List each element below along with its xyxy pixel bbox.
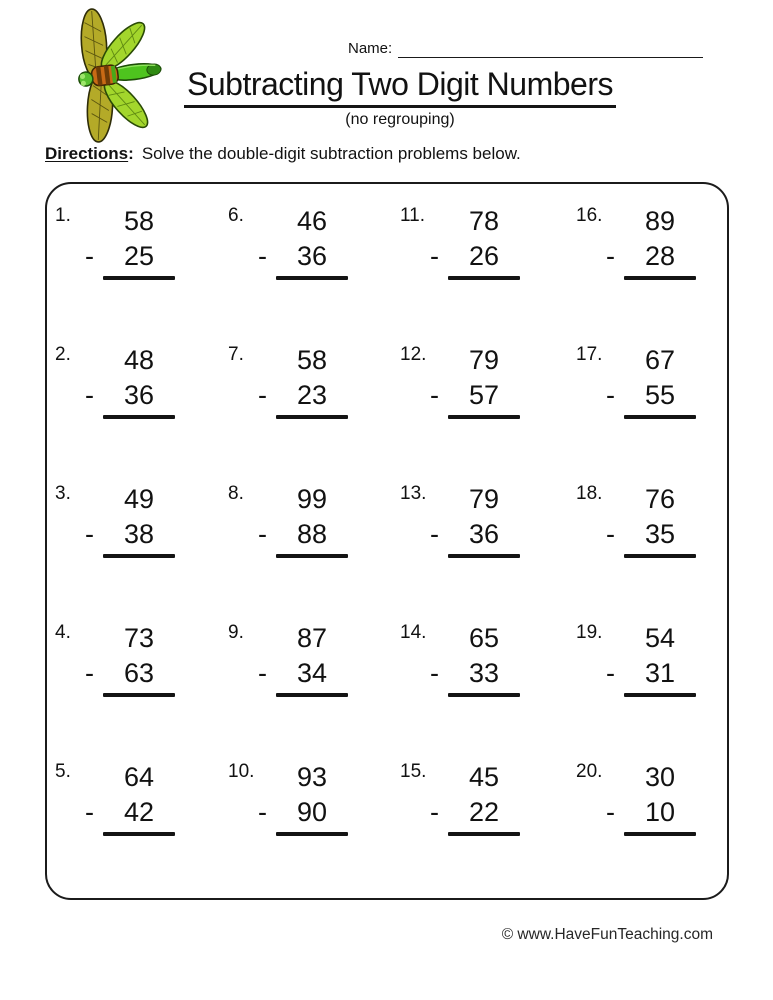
subtrahend: 34 xyxy=(296,658,328,688)
subtrahend: 31 xyxy=(644,658,676,688)
subtrahend: 90 xyxy=(296,797,328,827)
minuend: 73 xyxy=(123,623,155,653)
problem-19 xyxy=(576,621,727,760)
answer-line xyxy=(103,832,175,836)
problem-number: 6. xyxy=(228,205,244,226)
minus-sign: - xyxy=(258,658,267,688)
minuend: 87 xyxy=(296,623,328,653)
minus-sign: - xyxy=(258,519,267,549)
minus-sign: - xyxy=(606,797,615,827)
minuend: 45 xyxy=(468,762,500,792)
problem-number: 13. xyxy=(400,483,427,504)
minus-sign: - xyxy=(430,797,439,827)
minuend: 99 xyxy=(296,484,328,514)
problem-number: 9. xyxy=(228,622,244,643)
answer-line xyxy=(448,693,520,697)
minuend: 65 xyxy=(468,623,500,653)
problem-14 xyxy=(400,621,576,760)
minus-sign: - xyxy=(430,380,439,410)
directions-label: Directions xyxy=(45,144,129,163)
minuend: 78 xyxy=(468,206,500,236)
problem-12 xyxy=(400,343,576,482)
problem-11 xyxy=(400,204,576,343)
subtrahend: 35 xyxy=(644,519,676,549)
answer-line xyxy=(624,832,696,836)
answer-line xyxy=(276,693,348,697)
minuend: 58 xyxy=(296,345,328,375)
answer-line xyxy=(276,832,348,836)
subtrahend: 23 xyxy=(296,380,328,410)
problem-number: 15. xyxy=(400,761,427,782)
page-subtitle: (no regrouping) xyxy=(345,111,455,128)
problem-16 xyxy=(576,204,727,343)
problem-number: 17. xyxy=(576,344,603,365)
subtrahend: 26 xyxy=(468,241,500,271)
answer-line xyxy=(276,554,348,558)
minus-sign: - xyxy=(430,241,439,271)
minuend: 64 xyxy=(123,762,155,792)
problem-5 xyxy=(55,760,228,899)
problem-number: 18. xyxy=(576,483,603,504)
problem-7 xyxy=(228,343,400,482)
subtrahend: 63 xyxy=(123,658,155,688)
problem-number: 14. xyxy=(400,622,427,643)
minuend: 58 xyxy=(123,206,155,236)
problem-18 xyxy=(576,482,727,621)
answer-line xyxy=(276,276,348,280)
minus-sign: - xyxy=(258,797,267,827)
subtrahend: 25 xyxy=(123,241,155,271)
minus-sign: - xyxy=(85,380,94,410)
problem-number: 2. xyxy=(55,344,71,365)
minuend: 79 xyxy=(468,484,500,514)
subtrahend: 38 xyxy=(123,519,155,549)
minus-sign: - xyxy=(85,797,94,827)
problem-number: 4. xyxy=(55,622,71,643)
problems-grid xyxy=(47,184,727,899)
minus-sign: - xyxy=(606,380,615,410)
problem-9 xyxy=(228,621,400,760)
directions-text: Solve the double-digit subtraction problems below. xyxy=(141,144,521,163)
problem-3 xyxy=(55,482,228,621)
problem-number: 11. xyxy=(400,205,426,226)
problem-15 xyxy=(400,760,576,899)
answer-line xyxy=(103,554,175,558)
minus-sign: - xyxy=(85,241,94,271)
minus-sign: - xyxy=(258,380,267,410)
answer-line xyxy=(103,693,175,697)
problem-number: 7. xyxy=(228,344,244,365)
minus-sign: - xyxy=(430,519,439,549)
minuend: 76 xyxy=(644,484,676,514)
minuend: 54 xyxy=(644,623,676,653)
minuend: 49 xyxy=(123,484,155,514)
subtrahend: 42 xyxy=(123,797,155,827)
subtrahend: 55 xyxy=(644,380,676,410)
minus-sign: - xyxy=(606,519,615,549)
problem-6 xyxy=(228,204,400,343)
minuend: 67 xyxy=(644,345,676,375)
subtrahend: 28 xyxy=(644,241,676,271)
answer-line xyxy=(448,832,520,836)
minuend: 79 xyxy=(468,345,500,375)
problem-20 xyxy=(576,760,727,899)
answer-line xyxy=(624,276,696,280)
answer-line xyxy=(448,415,520,419)
copyright-footer: © www.HaveFunTeaching.com xyxy=(501,926,713,943)
problem-number: 8. xyxy=(228,483,244,504)
answer-line xyxy=(448,554,520,558)
minuend: 30 xyxy=(644,762,676,792)
answer-line xyxy=(103,276,175,280)
subtrahend: 22 xyxy=(468,797,500,827)
problem-13 xyxy=(400,482,576,621)
problem-number: 10. xyxy=(228,761,255,782)
subtrahend: 33 xyxy=(468,658,500,688)
minuend: 93 xyxy=(296,762,328,792)
subtrahend: 36 xyxy=(296,241,328,271)
answer-line xyxy=(624,415,696,419)
problem-number: 20. xyxy=(576,761,603,782)
minus-sign: - xyxy=(85,519,94,549)
page-title: Subtracting Two Digit Numbers xyxy=(184,66,616,108)
name-label: Name: xyxy=(348,40,393,57)
answer-line xyxy=(276,415,348,419)
problem-number: 16. xyxy=(576,205,603,226)
directions-punct: : xyxy=(128,144,134,163)
minuend: 46 xyxy=(296,206,328,236)
directions xyxy=(45,144,521,164)
minus-sign: - xyxy=(258,241,267,271)
subtrahend: 88 xyxy=(296,519,328,549)
minus-sign: - xyxy=(430,658,439,688)
minus-sign: - xyxy=(85,658,94,688)
subtrahend: 36 xyxy=(468,519,500,549)
problem-1 xyxy=(55,204,228,343)
answer-line xyxy=(624,554,696,558)
problem-17 xyxy=(576,343,727,482)
problem-number: 5. xyxy=(55,761,71,782)
problem-4 xyxy=(55,621,228,760)
problem-2 xyxy=(55,343,228,482)
answer-line xyxy=(448,276,520,280)
minuend: 48 xyxy=(123,345,155,375)
problem-number: 1. xyxy=(55,205,71,226)
answer-line xyxy=(624,693,696,697)
subtrahend: 10 xyxy=(644,797,676,827)
problem-8 xyxy=(228,482,400,621)
minus-sign: - xyxy=(606,658,615,688)
name-blank-line xyxy=(398,41,703,58)
minuend: 89 xyxy=(644,206,676,236)
subtrahend: 36 xyxy=(123,380,155,410)
minus-sign: - xyxy=(606,241,615,271)
problems-box xyxy=(45,182,729,900)
answer-line xyxy=(103,415,175,419)
problem-number: 19. xyxy=(576,622,603,643)
subtrahend: 57 xyxy=(468,380,500,410)
problem-10 xyxy=(228,760,400,899)
problem-number: 12. xyxy=(400,344,427,365)
name-row xyxy=(348,40,703,58)
problem-number: 3. xyxy=(55,483,71,504)
